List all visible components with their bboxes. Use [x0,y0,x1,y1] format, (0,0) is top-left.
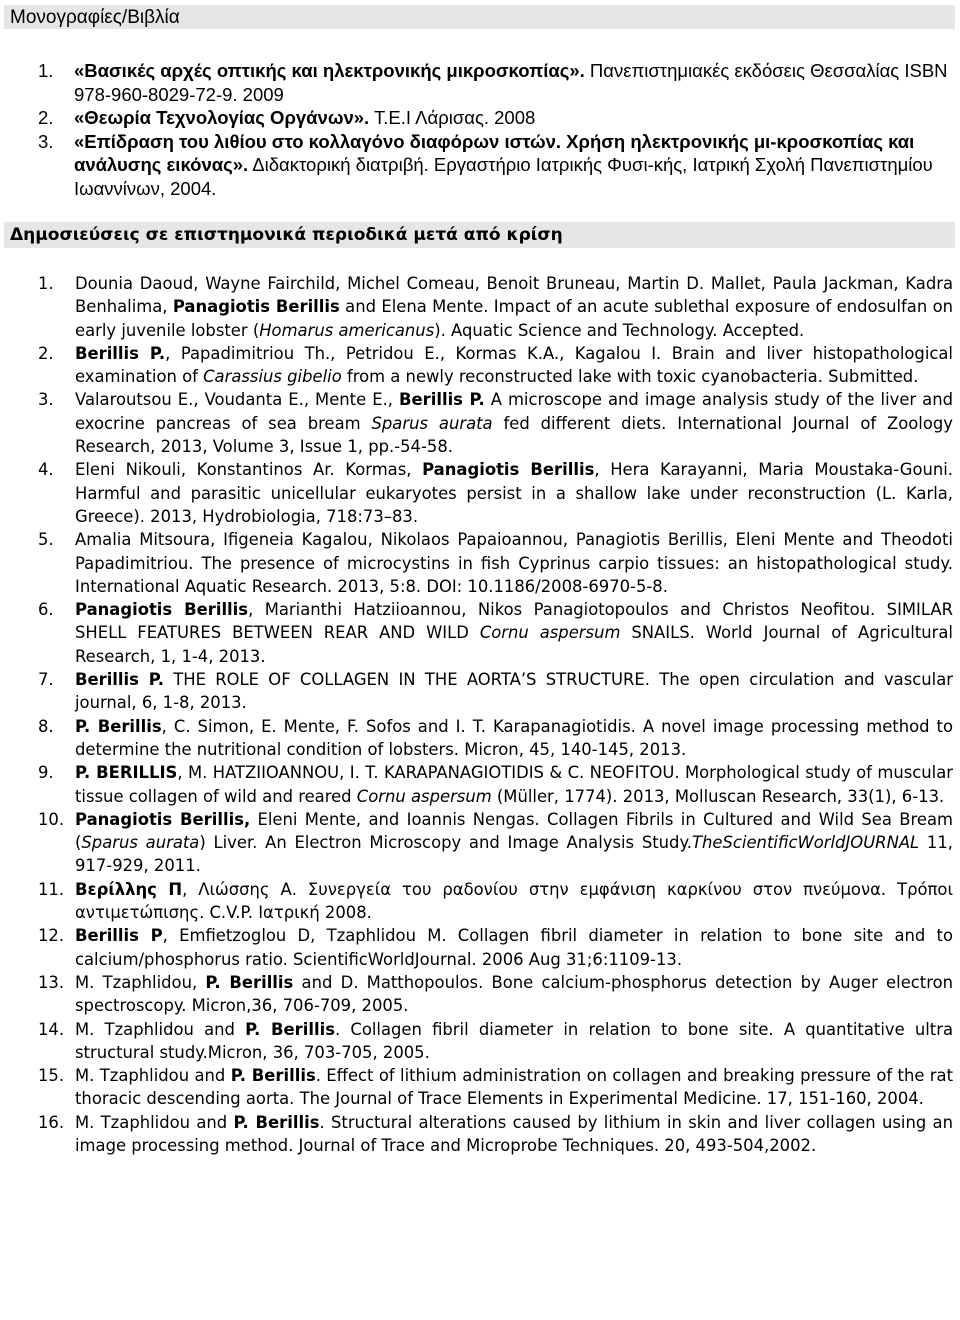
book-details: Πανεπιστημιακές εκδόσεις Θεσσαλίας ISBN 978-960-8029-72-9. 2009 [74,60,948,105]
author-highlight: Βερίλλης Π [75,879,183,899]
item-number: 2. [38,107,54,128]
item-number: 5. [38,530,54,550]
citation-text [75,668,953,715]
citation-text [75,528,953,598]
citation-fragment: Amalia Mitsoura, Ifigeneia Kagalou, Nikolaos Papaioannou, Panagiotis Berillis, Eleni Mente and Theodoti Papadimitriou. The presence of microcystins in fish Cyprinus carpio tissues: an histopathological study. International Aquatic Research. 2013, 5:8. DOI: 10.1186/2008-6970-5-8. [75,530,953,596]
citation-text [75,388,953,458]
item-number: 6. [38,600,54,620]
author-highlight: P. Berillis [233,1112,320,1132]
citation-fragment: (Müller, 1774). 2013, Molluscan Research, 33(1), 6-13. [491,786,945,806]
publication-item [38,272,953,342]
publication-item [38,458,953,528]
citation-fragment: Eleni Nikouli, Konstantinos Ar. Kormas, [75,460,423,480]
book-title: «Βασικές αρχές οπτικής και ηλεκτρονικής μικροσκοπίας». [74,60,585,81]
citation-text [75,598,953,668]
publication-item [38,1111,953,1158]
publication-item [38,878,953,925]
citation-fragment: Valaroutsou E., Voudanta E., Mente E., [75,390,400,410]
citation-text [75,924,953,971]
item-number: 11. [38,879,65,899]
species-name: Homarus americanus [259,320,435,340]
item-text [74,106,953,130]
species-name: Carassius gibelio [203,367,342,387]
citation-fragment: , M. HATZIIOANNOU, I. T. KARAPANAGIOTIDIS & C. NEOFITOU. Morphological study of muscular tissue collagen of wild and reared [75,763,954,806]
author-highlight: P. Berillis [75,716,162,736]
species-name: Cornu aspersum [356,786,492,806]
species-name: Sparus aurata [81,833,200,853]
list-item [38,59,953,106]
item-number: 2. [38,343,54,363]
citation-fragment: M. Tzaphlidou and [75,1019,246,1039]
citation-fragment: from a newly reconstructed lake with toxic cyanobacteria. Submitted. [341,367,919,387]
section-title: Μονογραφίες/Βιβλία [10,7,180,28]
item-text [74,59,953,106]
item-number: 13. [38,972,65,992]
item-text [74,130,953,201]
citation-fragment: ). Aquatic Science and Technology. Accepted. [434,320,805,340]
citation-fragment: 11, 917-929, 2011. [75,833,953,876]
publication-item [38,388,953,458]
book-details: Τ.Ε.Ι Λάρισας. 2008 [369,107,536,128]
publication-item [38,342,953,389]
citation-text [75,342,953,389]
citation-fragment: Eleni Mente, and Ioannis Nengas. Collagen Fibrils in Cultured and Wild Sea Bream ( [75,809,953,853]
book-title: «Επίδραση του λιθίου στο κολλαγόνο διαφόρων ιστών. Χρήση ηλεκτρονικής μι-κροσκοπίας και ανάλυσης εικόνας». [74,130,915,175]
author-highlight: Panagiotis Berillis [172,297,340,317]
citation-fragment: and D. Matthopoulos. Bone calcium-phosphorus detection by Auger electron spectroscopy. Micron,36, 706-709, 2005. [75,972,954,1016]
item-number: 7. [38,670,54,690]
citation-text [75,715,953,762]
item-number: 3. [38,390,54,410]
citation-text [75,1111,953,1158]
author-highlight: Panagiotis Berillis [422,460,595,480]
author-highlight: Panagiotis Berillis [75,600,249,620]
citation-fragment: A microscope and image analysis study of the liver and exocrine pancreas of sea bream [75,390,953,433]
citation-text [75,1018,953,1065]
citation-fragment: . Collagen fibril diameter in relation to bone site. A quantitative ultra structural study.Micron, 36, 703-705, 2005. [75,1019,954,1062]
item-number: 1. [38,274,54,293]
item-number: 15. [38,1066,65,1086]
species-name: Sparus aurata [371,413,493,433]
publication-item [38,528,953,598]
publication-item [38,761,953,808]
citation-fragment: M. Tzaphlidou and [75,1066,231,1086]
author-highlight: P. Berillis [205,972,294,992]
item-number: 14. [38,1019,65,1039]
citation-fragment: , Hera Karayanni, Maria Moustaka-Gouni. Harmful and parasitic unicellular eukaryotes persist in a shallow lake under reconstruction (L. Karla, Greece). 2013, Hydrobiologia, 718:73–83. [75,460,954,526]
citation-fragment: , Λιώσσης Α. Συνεργεία του ραδονίου στην εμφάνιση καρκίνου στον πνεύμονα. Τρόποι αντιμετώπισης. C.V.P. Ιατρική 2008. [75,879,953,923]
author-highlight: Berillis P. [75,670,164,690]
citation-fragment: . Effect of lithium administration on collagen and breaking pressure of the rat thoracic descending aorta. The Journal of Trace Elements in Experimental Medicine. 17, 151-160, 2004. [75,1066,954,1109]
publication-item [38,971,953,1018]
author-highlight: Berillis P [75,926,163,946]
section-title: Δημοσιεύσεις σε επιστημονικά περιοδικά μετά από κρίση [10,225,563,245]
citation-fragment: THE ROLE OF COLLAGEN IN THE AORTA’S STRUCTURE. The open circulation and vascular journal, 6, 1-8, 2013. [75,670,953,713]
author-highlight: P. BERILLIS [75,763,178,783]
citation-text [75,971,953,1018]
list-item [38,106,953,130]
citation-fragment: , Emfietzoglou D, Tzaphlidou M. Collagen fibril diameter in relation to bone site and to calcium/phosphorus ratio. ScientificWorldJournal. 2006 Aug 31;6:1109-13. [75,926,953,969]
citation-text [75,808,953,878]
item-number: 10. [38,809,65,829]
citation-fragment: , C. Simon, E. Mente, F. Sofos and I. T. Karapanagiotidis. A novel image processing method to determine the nutritional condition of lobsters. Micron, 45, 140-145, 2013. [75,716,953,759]
publication-item [38,924,953,971]
publication-item [38,715,953,762]
publications-list [38,272,953,1157]
item-number: 16. [38,1112,65,1132]
citation-text [75,272,953,342]
citation-text [75,761,953,808]
item-number: 1. [38,60,54,81]
citation-fragment: , Marianthi Hatziioannou, Nikos Panagiotopoulos and Christos Neofitou. SIMILAR SHELL FEATURES BETWEEN REAR AND WILD [75,600,953,643]
author-highlight: P. Berillis [230,1066,316,1086]
item-number: 3. [38,130,54,152]
section-heading-books [4,5,955,29]
author-highlight: P. Berillis [245,1019,335,1039]
citation-text [75,878,953,925]
author-highlight: Panagiotis Berillis, [75,809,251,829]
books-list [38,59,953,200]
author-highlight: Berillis P. [399,390,485,410]
item-number: 4. [38,460,54,480]
publication-item [38,598,953,668]
citation-fragment: Dounia Daoud, Wayne Fairchild, Michel Comeau, Benoit Bruneau, Martin D. Mallet, Paula Jackman, Kadra Benhalima, [75,274,953,317]
citation-fragment: M. Tzaphlidou, [75,972,206,992]
item-number: 8. [38,716,54,736]
publication-item [38,668,953,715]
species-name: TheScientificWorldJOURNAL [692,833,920,853]
author-highlight: Berillis P. [75,343,166,363]
publication-item [38,808,953,878]
item-number: 9. [38,763,54,783]
list-item [38,130,953,201]
citation-fragment: , Papadimitriou Th., Petridou E., Kormas K.A., Kagalou I. Brain and liver histopathological examination of [75,343,953,387]
citation-text [75,458,953,528]
publication-item [38,1064,953,1111]
citation-fragment: M. Tzaphlidou and [75,1112,234,1132]
citation-fragment: . Structural alterations caused by lithium in skin and liver collagen using an image processing method. Journal of Trace and Microprobe Techniques. 20, 493-504,2002. [75,1112,953,1155]
citation-fragment: SNAILS. World Journal of Agricultural Research, 1, 1-4, 2013. [75,623,953,666]
publication-item [38,1018,953,1065]
item-number: 12. [38,926,65,946]
section-heading-publications [4,222,955,248]
citation-fragment: and Elena Mente. Impact of an acute sublethal exposure of endosulfan on early juvenile lobster ( [75,297,953,340]
citation-fragment: ) Liver. An Electron Microscopy and Image Analysis Study. [199,833,693,853]
citation-text [75,1064,953,1111]
book-details: Διδακτορική διατριβή. Εργαστήριο Ιατρικής Φυσι-κής, Ιατρική Σχολή Πανεπιστημίου Ιωαννίνων, 2004. [74,154,933,199]
book-title: «Θεωρία Τεχνολογίας Οργάνων». [74,107,370,128]
citation-fragment: fed different diets. International Journal of Zoology Research, 2013, Volume 3, Issue 1, pp.-54-58. [75,413,953,457]
species-name: Cornu aspersum [479,623,621,643]
